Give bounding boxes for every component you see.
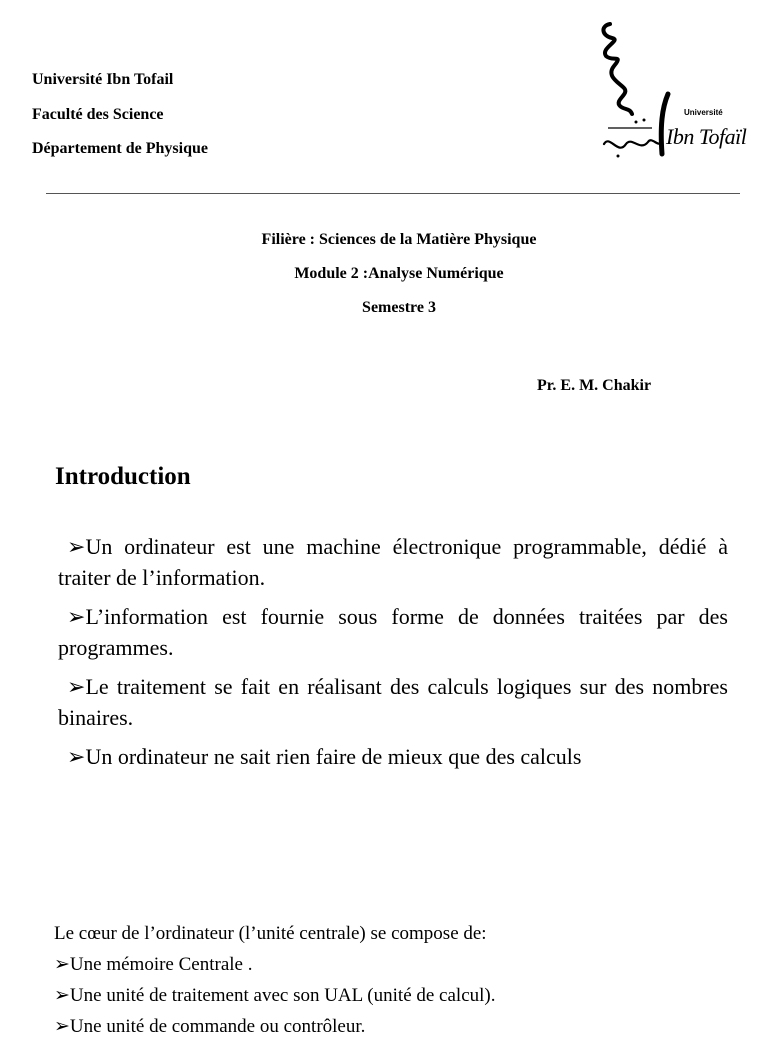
list-item-text: Un ordinateur est une machine électronique programmable, dédié à traiter de l’information. — [58, 534, 728, 590]
institution-header — [32, 63, 208, 167]
list-item — [52, 980, 496, 1011]
header-divider — [46, 193, 740, 194]
faculty-name: Faculté des Science — [32, 105, 164, 123]
logo-university-word: Université — [684, 108, 723, 117]
author-name: Pr. E. M. Chakir — [537, 377, 652, 394]
list-item — [58, 531, 728, 593]
composition-section — [52, 918, 496, 1042]
list-item — [52, 949, 496, 980]
arrow-bullet-icon: ➢ — [67, 534, 86, 559]
university-name: Université Ibn Tofail — [32, 71, 174, 88]
list-item-text: Une mémoire Centrale . — [69, 954, 253, 975]
list-item-text: Une unité de traitement avec son UAL (unité de calcul). — [69, 985, 496, 1006]
list-item-text: Une unité de commande ou contrôleur. — [69, 1016, 366, 1037]
filiere-line: Filière : Sciences de la Matière Physique — [261, 231, 537, 248]
department-name: Département de Physique — [32, 140, 208, 157]
list-item-text: L’information est fournie sous forme de données traitées par des programmes. — [58, 604, 728, 660]
section-title: Introduction — [55, 463, 191, 490]
list-item — [58, 741, 728, 772]
list-item — [52, 1011, 496, 1042]
university-logo — [596, 16, 746, 166]
arrow-bullet-icon: ➢ — [67, 744, 86, 769]
arrow-bullet-icon: ➢ — [67, 604, 86, 629]
module-line: Module 2 :Analyse Numérique — [294, 265, 504, 282]
arrow-bullet-icon: ➢ — [54, 954, 70, 975]
arrow-bullet-icon: ➢ — [54, 985, 70, 1006]
list-item — [58, 671, 728, 733]
list-item-text: Le traitement se fait en réalisant des calculs logiques sur des nombres binaires. — [58, 674, 728, 730]
semestre-line: Semestre 3 — [362, 299, 436, 316]
list-item-text: Un ordinateur ne sait rien faire de mieux que des calculs — [85, 744, 582, 769]
list-item — [58, 601, 728, 663]
composition-intro: Le cœur de l’ordinateur (l’unité centrale) se compose de: — [54, 923, 487, 944]
introduction-list — [58, 531, 728, 780]
arrow-bullet-icon: ➢ — [67, 674, 86, 699]
arrow-bullet-icon: ➢ — [54, 1016, 70, 1037]
logo-name-script: Ibn Tofaïl — [666, 124, 747, 149]
